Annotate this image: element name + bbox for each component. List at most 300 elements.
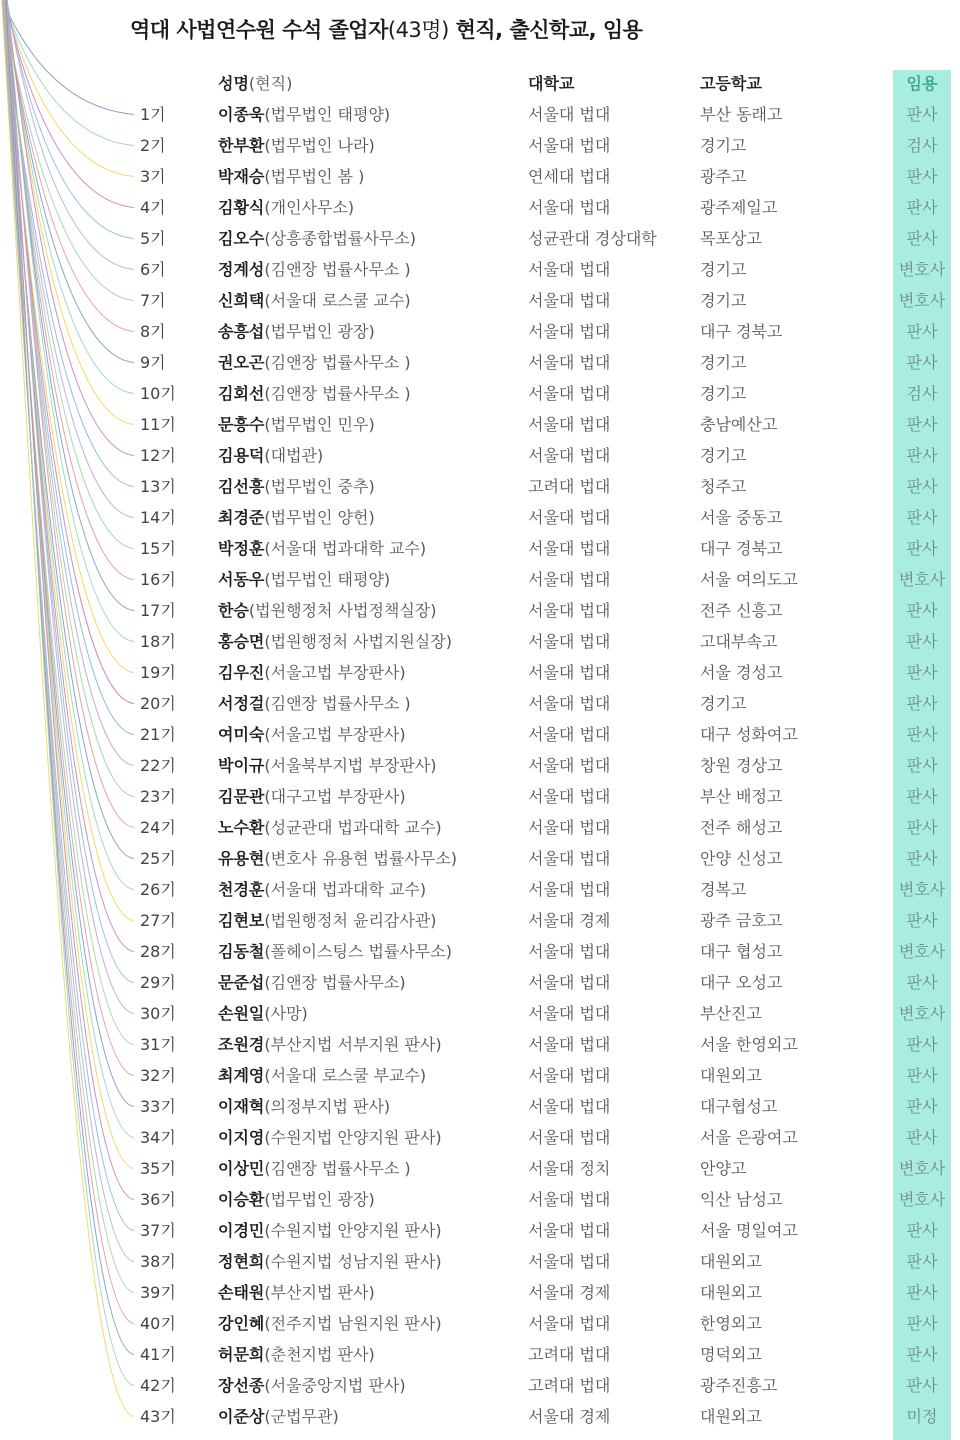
row-name-cell <box>218 998 308 1029</box>
row-name: 김우진 <box>218 663 265 682</box>
row-generation: 15기 <box>140 539 176 558</box>
row-name-cell <box>218 1215 442 1246</box>
row-position: (법원행정처 사법정책실장) <box>248 601 437 620</box>
row-name: 노수환 <box>218 818 265 837</box>
row-name: 이승환 <box>218 1190 265 1209</box>
row-generation: 18기 <box>140 632 176 651</box>
row-name: 손원일 <box>218 1004 265 1023</box>
table-row <box>0 564 960 595</box>
row-appointment: 판사 <box>906 105 938 124</box>
row-name-cell <box>218 1184 375 1215</box>
row-appointment: 변호사 <box>898 291 946 310</box>
row-generation: 24기 <box>140 818 176 837</box>
row-appointment: 판사 <box>906 787 938 806</box>
table-row <box>0 533 960 564</box>
row-position: (수원지법 안양지원 판사) <box>264 1128 442 1147</box>
row-highschool: 고대부속고 <box>700 632 778 651</box>
row-name: 이지영 <box>218 1128 265 1147</box>
row-position: (대법관) <box>264 446 324 465</box>
row-appointment: 판사 <box>906 198 938 217</box>
row-name: 이재혁 <box>218 1097 265 1116</box>
header-appointment: 임용 <box>906 74 938 93</box>
table-row <box>0 254 960 285</box>
table-row <box>0 812 960 843</box>
row-name: 장선종 <box>218 1376 265 1395</box>
row-name-cell <box>218 223 416 254</box>
row-position: (법원행정처 윤리감사관) <box>264 911 437 930</box>
table-row <box>0 843 960 874</box>
row-university: 서울대 법대 <box>528 291 611 310</box>
row-name: 천경훈 <box>218 880 265 899</box>
row-highschool: 전주 신흥고 <box>700 601 783 620</box>
table-row <box>0 161 960 192</box>
row-position: (부산지법 서부지원 판사) <box>264 1035 442 1054</box>
row-highschool: 부산 동래고 <box>700 105 783 124</box>
row-highschool: 익산 남성고 <box>700 1190 783 1209</box>
row-university: 서울대 법대 <box>528 1035 611 1054</box>
row-name: 김문관 <box>218 787 265 806</box>
row-highschool: 광주제일고 <box>700 198 778 217</box>
row-university: 서울대 법대 <box>528 632 611 651</box>
row-position: (김앤장 법률사무소 ) <box>264 260 411 279</box>
table-row <box>0 347 960 378</box>
row-name: 신희택 <box>218 291 265 310</box>
row-name: 유용현 <box>218 849 265 868</box>
table-row <box>0 874 960 905</box>
row-appointment: 미정 <box>906 1407 938 1426</box>
row-name: 한승 <box>218 601 249 620</box>
table-row <box>0 1029 960 1060</box>
row-university: 서울대 법대 <box>528 415 611 434</box>
row-generation: 4기 <box>140 198 166 217</box>
row-appointment: 판사 <box>906 849 938 868</box>
page-title <box>130 14 642 44</box>
row-name-cell <box>218 843 457 874</box>
row-university: 서울대 법대 <box>528 601 611 620</box>
row-position: (김앤장 법률사무소 ) <box>264 384 411 403</box>
table-row <box>0 1308 960 1339</box>
row-name: 허문희 <box>218 1345 265 1364</box>
row-generation: 39기 <box>140 1283 176 1302</box>
row-university: 서울대 법대 <box>528 353 611 372</box>
row-name-cell <box>218 1153 411 1184</box>
row-appointment: 판사 <box>906 663 938 682</box>
row-position: (법무법인 양헌) <box>264 508 375 527</box>
row-appointment: 판사 <box>906 477 938 496</box>
row-appointment: 판사 <box>906 353 938 372</box>
row-appointment: 판사 <box>906 1314 938 1333</box>
table-row <box>0 285 960 316</box>
row-name-cell <box>218 626 452 657</box>
row-generation: 13기 <box>140 477 176 496</box>
row-appointment: 판사 <box>906 1221 938 1240</box>
row-highschool: 목포상고 <box>700 229 762 248</box>
row-appointment: 검사 <box>906 136 938 155</box>
row-name: 손태원 <box>218 1283 265 1302</box>
row-name: 이종욱 <box>218 105 265 124</box>
row-appointment: 판사 <box>906 1097 938 1116</box>
row-university: 서울대 법대 <box>528 384 611 403</box>
row-name: 조원경 <box>218 1035 265 1054</box>
row-position: (전주지법 남원지원 판사) <box>264 1314 442 1333</box>
table-row <box>0 378 960 409</box>
row-appointment: 변호사 <box>898 1190 946 1209</box>
row-highschool: 청주고 <box>700 477 747 496</box>
row-position: (수원지법 성남지원 판사) <box>264 1252 442 1271</box>
row-position: (사망) <box>264 1004 308 1023</box>
row-appointment: 판사 <box>906 601 938 620</box>
row-name: 김용덕 <box>218 446 265 465</box>
row-university: 서울대 법대 <box>528 942 611 961</box>
row-highschool: 명덕외고 <box>700 1345 762 1364</box>
row-name-cell <box>218 99 390 130</box>
row-generation: 11기 <box>140 415 176 434</box>
row-position: (법무법인 태평양) <box>264 570 391 589</box>
row-generation: 20기 <box>140 694 176 713</box>
row-highschool: 한영외고 <box>700 1314 762 1333</box>
row-appointment: 판사 <box>906 1283 938 1302</box>
row-name-cell <box>218 967 406 998</box>
row-university: 서울대 법대 <box>528 446 611 465</box>
row-position: (대구고법 부장판사) <box>264 787 406 806</box>
row-highschool: 대원외고 <box>700 1252 762 1271</box>
row-highschool: 부산진고 <box>700 1004 762 1023</box>
row-university: 서울대 법대 <box>528 1004 611 1023</box>
row-name: 이경민 <box>218 1221 265 1240</box>
row-generation: 42기 <box>140 1376 176 1395</box>
row-appointment: 판사 <box>906 694 938 713</box>
row-university: 서울대 법대 <box>528 756 611 775</box>
row-appointment: 판사 <box>906 446 938 465</box>
row-name: 김오수 <box>218 229 265 248</box>
row-position: (수원지법 안양지원 판사) <box>264 1221 442 1240</box>
row-highschool: 서울 여의도고 <box>700 570 798 589</box>
table-row <box>0 750 960 781</box>
row-university: 서울대 법대 <box>528 849 611 868</box>
table-row <box>0 936 960 967</box>
row-name-cell <box>218 936 452 967</box>
row-university: 고려대 법대 <box>528 1376 611 1395</box>
row-highschool: 경기고 <box>700 694 747 713</box>
row-name-cell <box>218 1339 375 1370</box>
row-name: 김동철 <box>218 942 265 961</box>
row-university: 고려대 법대 <box>528 1345 611 1364</box>
table-row <box>0 905 960 936</box>
row-name-cell <box>218 378 411 409</box>
header-position-label: (현직) <box>248 74 293 93</box>
row-university: 서울대 법대 <box>528 694 611 713</box>
row-highschool: 광주진흥고 <box>700 1376 778 1395</box>
row-name-cell <box>218 1370 406 1401</box>
row-highschool: 서울 명일여고 <box>700 1221 798 1240</box>
row-name-cell <box>218 1246 442 1277</box>
row-position: (개인사무소) <box>264 198 355 217</box>
row-highschool: 대구 협성고 <box>700 942 783 961</box>
row-university: 연세대 법대 <box>528 167 611 186</box>
table-row <box>0 719 960 750</box>
title-prefix: 역대 사법연수원 수석 졸업자 <box>130 18 388 42</box>
row-university: 서울대 법대 <box>528 1314 611 1333</box>
row-position: (변호사 유용현 법률사무소) <box>264 849 458 868</box>
table-row <box>0 99 960 130</box>
row-highschool: 부산 배정고 <box>700 787 783 806</box>
row-university: 서울대 경제 <box>528 911 611 930</box>
row-name-cell <box>218 595 437 626</box>
row-appointment: 판사 <box>906 508 938 527</box>
row-name: 여미숙 <box>218 725 265 744</box>
row-generation: 32기 <box>140 1066 176 1085</box>
row-name: 최계영 <box>218 1066 265 1085</box>
row-position: (김앤장 법률사무소 ) <box>264 1159 411 1178</box>
row-name-cell <box>218 1308 442 1339</box>
row-university: 서울대 정치 <box>528 1159 611 1178</box>
row-highschool: 광주고 <box>700 167 747 186</box>
row-position: (서울고법 부장판사) <box>264 725 406 744</box>
row-appointment: 변호사 <box>898 570 946 589</box>
row-university: 서울대 법대 <box>528 508 611 527</box>
row-name-cell <box>218 1060 426 1091</box>
row-appointment: 판사 <box>906 1376 938 1395</box>
row-name-cell <box>218 533 426 564</box>
row-university: 서울대 법대 <box>528 136 611 155</box>
row-appointment: 판사 <box>906 911 938 930</box>
row-name: 홍승면 <box>218 632 265 651</box>
row-position: (부산지법 판사) <box>264 1283 375 1302</box>
row-name: 서동우 <box>218 570 265 589</box>
row-position: (서울중앙지법 판사) <box>264 1376 406 1395</box>
table-row <box>0 1184 960 1215</box>
row-university: 서울대 법대 <box>528 880 611 899</box>
row-highschool: 서울 은광여고 <box>700 1128 798 1147</box>
row-university: 서울대 법대 <box>528 1252 611 1271</box>
row-name-cell <box>218 874 426 905</box>
row-name: 문흥수 <box>218 415 265 434</box>
row-highschool: 대구 성화여고 <box>700 725 798 744</box>
row-name: 송흥섭 <box>218 322 265 341</box>
row-name-cell <box>218 1029 442 1060</box>
row-name-cell <box>218 905 437 936</box>
row-name: 문준섭 <box>218 973 265 992</box>
header-university: 대학교 <box>528 74 575 93</box>
row-generation: 6기 <box>140 260 166 279</box>
row-name-cell <box>218 130 375 161</box>
row-name-cell <box>218 285 411 316</box>
row-university: 서울대 법대 <box>528 787 611 806</box>
row-name: 최경준 <box>218 508 265 527</box>
table-row <box>0 1122 960 1153</box>
row-highschool: 경기고 <box>700 353 747 372</box>
row-generation: 2기 <box>140 136 166 155</box>
row-university: 서울대 법대 <box>528 570 611 589</box>
row-appointment: 판사 <box>906 725 938 744</box>
row-generation: 43기 <box>140 1407 176 1426</box>
row-highschool: 전주 해성고 <box>700 818 783 837</box>
row-name-cell <box>218 440 323 471</box>
row-position: (법무법인 중추) <box>264 477 375 496</box>
table-row <box>0 1246 960 1277</box>
row-generation: 35기 <box>140 1159 176 1178</box>
row-position: (서울대 로스쿨 교수) <box>264 291 411 310</box>
row-university: 서울대 법대 <box>528 260 611 279</box>
table-row <box>0 1339 960 1370</box>
table-row <box>0 440 960 471</box>
row-name: 김회선 <box>218 384 265 403</box>
row-position: (서울북부지법 부장판사) <box>264 756 437 775</box>
row-position: (김앤장 법률사무소 ) <box>264 353 411 372</box>
row-position: (김앤장 법률사무소 ) <box>264 694 411 713</box>
row-name-cell <box>218 409 375 440</box>
row-highschool: 서울 경성고 <box>700 663 783 682</box>
row-position: (의정부지법 판사) <box>264 1097 391 1116</box>
row-highschool: 경복고 <box>700 880 747 899</box>
table-row <box>0 502 960 533</box>
row-position: (법무법인 태평양) <box>264 105 391 124</box>
row-position: (법무법인 광장) <box>264 322 375 341</box>
table-row <box>0 471 960 502</box>
row-position: (서울대 법과대학 교수) <box>264 880 427 899</box>
row-position: (법무법인 나라) <box>264 136 375 155</box>
row-position: (법무법인 민우) <box>264 415 375 434</box>
row-name-cell <box>218 161 364 192</box>
row-appointment: 판사 <box>906 1345 938 1364</box>
row-highschool: 대원외고 <box>700 1066 762 1085</box>
table-row <box>0 409 960 440</box>
row-appointment: 판사 <box>906 167 938 186</box>
row-name: 정계성 <box>218 260 265 279</box>
row-position: (서울고법 부장판사) <box>264 663 406 682</box>
row-generation: 37기 <box>140 1221 176 1240</box>
row-name-cell <box>218 688 411 719</box>
row-university: 서울대 법대 <box>528 1190 611 1209</box>
row-generation: 19기 <box>140 663 176 682</box>
row-generation: 10기 <box>140 384 176 403</box>
row-university: 고려대 법대 <box>528 477 611 496</box>
row-name-cell <box>218 564 390 595</box>
row-name-cell <box>218 1401 339 1432</box>
row-appointment: 판사 <box>906 632 938 651</box>
row-highschool: 대구 오성고 <box>700 973 783 992</box>
row-generation: 12기 <box>140 446 176 465</box>
row-appointment: 판사 <box>906 756 938 775</box>
row-appointment: 변호사 <box>898 942 946 961</box>
row-name-cell <box>218 1277 375 1308</box>
row-generation: 16기 <box>140 570 176 589</box>
row-university: 서울대 법대 <box>528 663 611 682</box>
row-name-cell <box>218 347 411 378</box>
row-highschool: 경기고 <box>700 260 747 279</box>
row-name-cell <box>218 1091 390 1122</box>
table-row <box>0 657 960 688</box>
row-generation: 23기 <box>140 787 176 806</box>
row-generation: 8기 <box>140 322 166 341</box>
table-row <box>0 1370 960 1401</box>
row-highschool: 경기고 <box>700 291 747 310</box>
row-highschool: 경기고 <box>700 446 747 465</box>
table-row <box>0 1401 960 1432</box>
row-name-cell <box>218 316 375 347</box>
row-university: 서울대 법대 <box>528 1097 611 1116</box>
row-appointment: 판사 <box>906 973 938 992</box>
row-position: (서울대 법과대학 교수) <box>264 539 427 558</box>
row-generation: 34기 <box>140 1128 176 1147</box>
row-generation: 14기 <box>140 508 176 527</box>
row-highschool: 대구 경북고 <box>700 322 783 341</box>
title-suffix: 현직, 출신학교, 임용 <box>448 18 643 42</box>
table-row <box>0 1215 960 1246</box>
row-position: (군법무관) <box>264 1407 339 1426</box>
row-appointment: 판사 <box>906 322 938 341</box>
table-row <box>0 781 960 812</box>
table-row <box>0 1060 960 1091</box>
row-highschool: 대구협성고 <box>700 1097 778 1116</box>
row-position: (김앤장 법률사무소) <box>264 973 406 992</box>
row-generation: 41기 <box>140 1345 176 1364</box>
row-position: (서울대 로스쿨 부교수) <box>264 1066 427 1085</box>
row-generation: 33기 <box>140 1097 176 1116</box>
row-name: 이준상 <box>218 1407 265 1426</box>
row-appointment: 판사 <box>906 229 938 248</box>
row-generation: 30기 <box>140 1004 176 1023</box>
title-count: (43명) <box>387 18 449 42</box>
row-generation: 26기 <box>140 880 176 899</box>
row-name: 정현희 <box>218 1252 265 1271</box>
row-name-cell <box>218 657 406 688</box>
row-highschool: 창원 경상고 <box>700 756 783 775</box>
row-highschool: 대원외고 <box>700 1283 762 1302</box>
row-highschool: 안양고 <box>700 1159 747 1178</box>
row-university: 서울대 법대 <box>528 105 611 124</box>
row-name-cell <box>218 812 442 843</box>
header-name-label: 성명 <box>218 74 249 93</box>
row-appointment: 변호사 <box>898 880 946 899</box>
row-appointment: 판사 <box>906 818 938 837</box>
table-row <box>0 688 960 719</box>
row-generation: 9기 <box>140 353 166 372</box>
row-name-cell <box>218 719 406 750</box>
row-highschool: 서울 중동고 <box>700 508 783 527</box>
row-appointment: 판사 <box>906 539 938 558</box>
row-appointment: 변호사 <box>898 1159 946 1178</box>
row-generation: 21기 <box>140 725 176 744</box>
row-generation: 17기 <box>140 601 176 620</box>
row-highschool: 광주 금호고 <box>700 911 783 930</box>
row-university: 서울대 법대 <box>528 818 611 837</box>
row-appointment: 변호사 <box>898 260 946 279</box>
row-appointment: 판사 <box>906 415 938 434</box>
row-name: 박정훈 <box>218 539 265 558</box>
row-name: 한부환 <box>218 136 265 155</box>
table-row <box>0 1091 960 1122</box>
table-row <box>0 223 960 254</box>
row-name: 김황식 <box>218 198 265 217</box>
table-row <box>0 192 960 223</box>
table-header <box>0 68 960 99</box>
row-name-cell <box>218 750 437 781</box>
row-generation: 40기 <box>140 1314 176 1333</box>
table-row <box>0 1153 960 1184</box>
row-appointment: 변호사 <box>898 1004 946 1023</box>
row-highschool: 경기고 <box>700 136 747 155</box>
row-position: (폴헤이스팅스 법률사무소) <box>264 942 452 961</box>
row-generation: 7기 <box>140 291 166 310</box>
row-university: 서울대 법대 <box>528 1221 611 1240</box>
row-name: 이상민 <box>218 1159 265 1178</box>
row-highschool: 충남예산고 <box>700 415 778 434</box>
table-row <box>0 316 960 347</box>
row-university: 서울대 법대 <box>528 1128 611 1147</box>
row-name-cell <box>218 471 375 502</box>
row-university: 서울대 법대 <box>528 198 611 217</box>
